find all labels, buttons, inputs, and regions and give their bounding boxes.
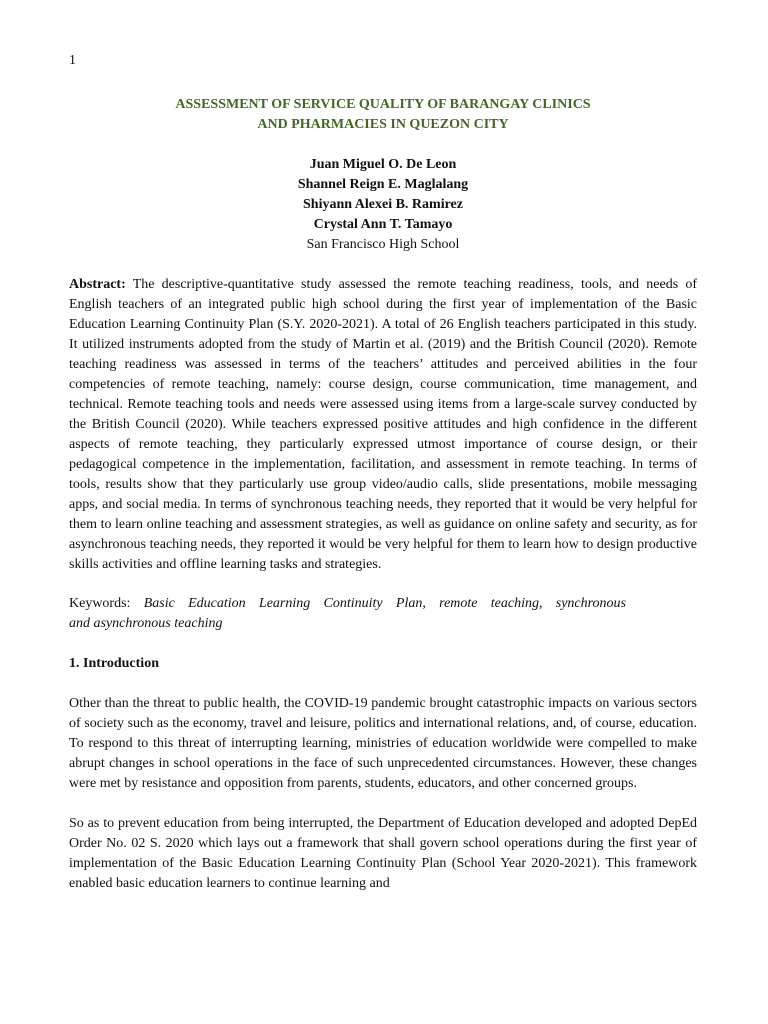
affiliation: San Francisco High School	[306, 237, 460, 252]
paper-title-line-1: ASSESSMENT OF SERVICE QUALITY OF BARANGAY CLINICS	[175, 97, 591, 112]
document-page	[69, 95, 697, 894]
paper-title-line-2: AND PHARMACIES IN QUEZON CITY	[257, 117, 509, 132]
author-name: Juan Miguel O. De Leon	[309, 157, 457, 172]
keywords-label: Keywords:	[69, 596, 131, 611]
keywords-line-1	[69, 594, 626, 614]
keywords	[69, 594, 626, 634]
paper-title	[69, 95, 697, 135]
author-name: Crystal Ann T. Tamayo	[313, 217, 453, 232]
author-block	[69, 155, 697, 255]
keywords-text-2: and asynchronous teaching	[69, 616, 223, 631]
abstract-label: Abstract:	[69, 277, 126, 292]
abstract	[69, 275, 697, 575]
abstract-text: The descriptive-quantitative study assessed the remote teaching readiness, tools, and needs of English teachers of an integrated public high school during the first year of implementation of the Basic Education Learning Continuity Plan (S.Y. 2020-2021). A total of 26 English teachers participated in this study. It utilized instruments adopted from the study of Martin et al. (2019) and the British Council (2020). Remote teaching readiness was assessed in terms of the teachers’ attitudes and perceived abilities in the four competencies of remote teaching, namely: course design, course communication, time management, and technical. Remote teaching tools and needs were assessed using items from a large-scale survey conducted by the British Council (2020). While teachers expressed positive attitudes and high confidence in the different aspects of remote teaching, they particularly expressed utmost importance of course design, or their pedagogical competence in the implementation, facilitation, and assessment in remote teaching. In terms of tools, results show that they particularly use group video/audio calls, slide presentations, mobile messaging apps, and social media. In terms of synchronous teaching needs, they reported that it would be very helpful for them to learn online teaching and assessment strategies, as well as guidance on online safety and security, as for asynchronous teaching needs, they reported it would be very helpful for them to learn how to design productive skills activities and offline learning tasks and strategies.	[69, 277, 697, 572]
page-number: 1	[69, 53, 76, 68]
keywords-text-1: Basic Education Learning Continuity Plan, remote teaching, synchronous	[143, 596, 627, 611]
body-paragraph: Other than the threat to public health, the COVID-19 pandemic brought catastrophic impacts on various sectors of society such as the economy, travel and leisure, politics and international relations, and, of course, education. To respond to this threat of interrupting learning, ministries of education worldwide were compelled to make abrupt changes in school operations in the face of such unprecedented circumstances. However, these changes were met by resistance and opposition from parents, students, educators, and other concerned groups.	[69, 696, 697, 791]
body-paragraph: So as to prevent education from being interrupted, the Department of Education developed and adopted DepEd Order No. 02 S. 2020 which lays out a framework that shall govern school operations during the first year of implementation of the Basic Education Learning Continuity Plan (School Year 2020-2021). This framework enabled basic education learners to continue learning and	[69, 816, 697, 891]
author-name: Shannel Reign E. Maglalang	[297, 177, 469, 192]
section-heading-introduction: 1. Introduction	[69, 656, 159, 671]
author-name: Shiyann Alexei B. Ramirez	[303, 197, 463, 212]
